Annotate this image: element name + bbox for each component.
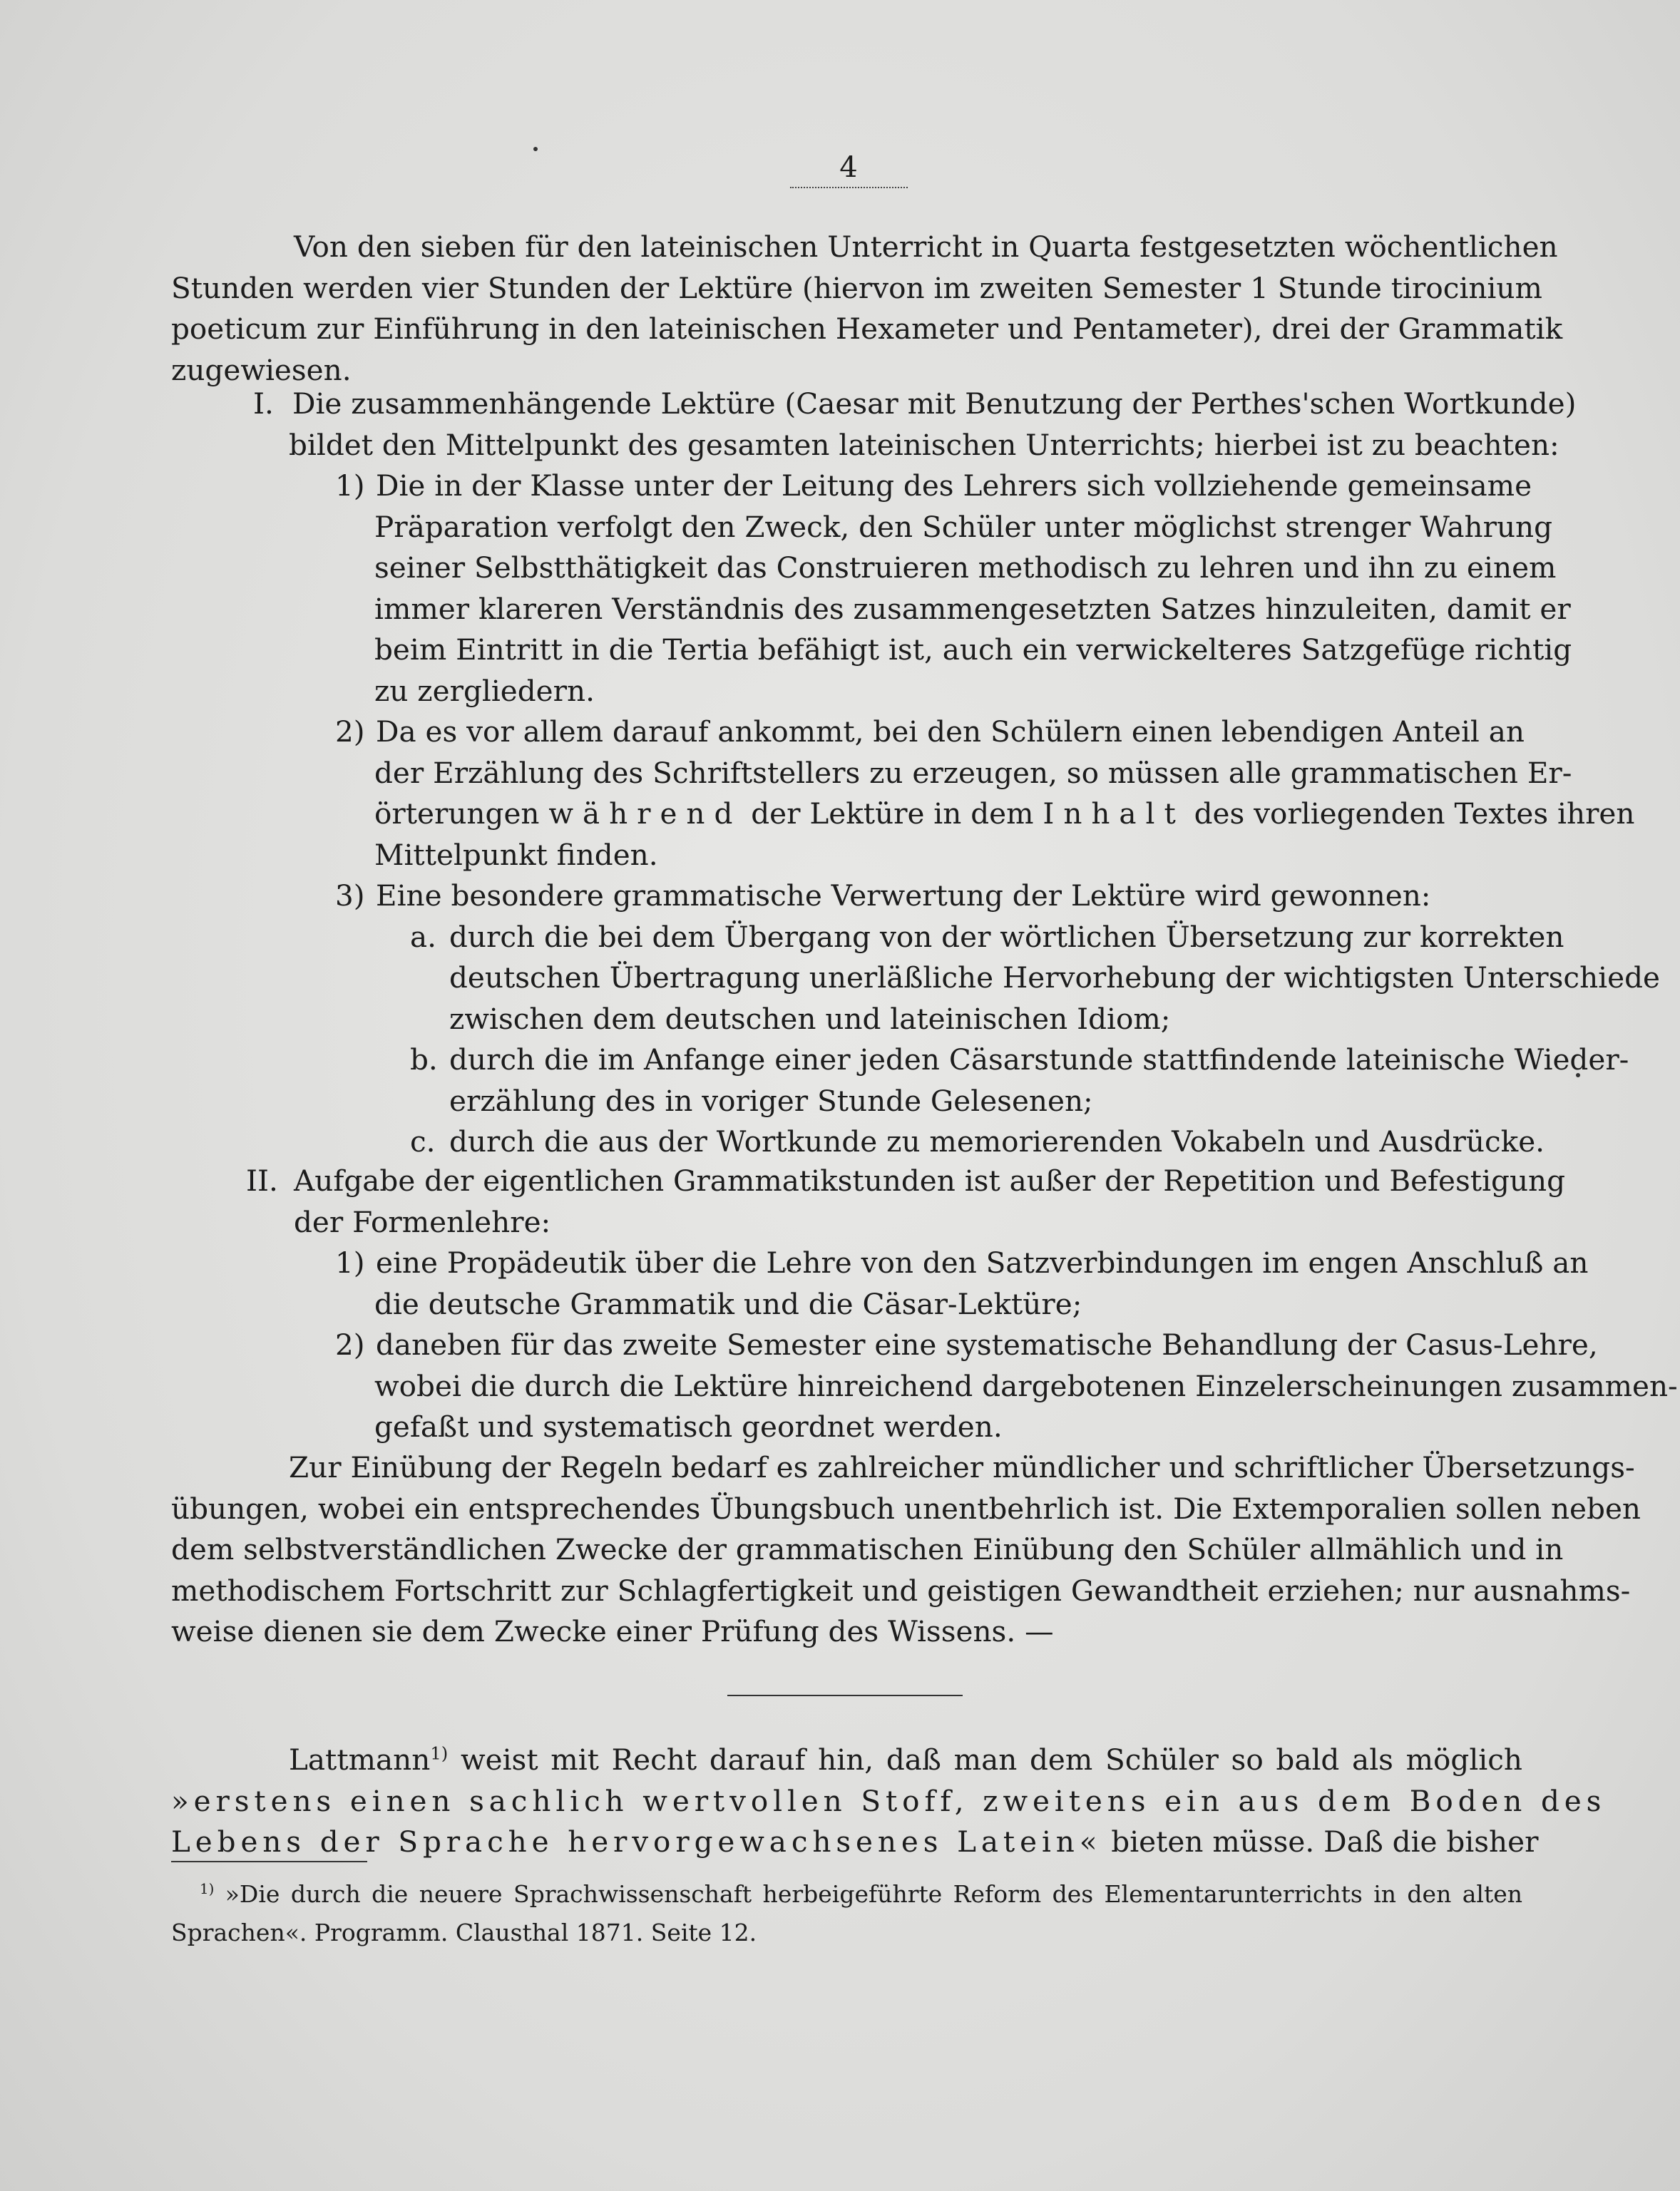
text-line: der Formenlehre: xyxy=(294,1204,551,1239)
sub-item-label: c. xyxy=(410,1124,436,1159)
section-label: II. xyxy=(246,1164,278,1198)
lattmann-paragraph xyxy=(171,1740,1607,1863)
section-one-line: I. Die zusammenhängende Lektüre (Caesar mit Benutzung der Perthes'schen Wortkunde) xyxy=(171,384,1522,425)
text-line: poeticum zur Einführung in den lateinischen Hexameter und Pentameter), drei der Grammatik xyxy=(171,312,1563,346)
section-two xyxy=(171,1161,1678,1448)
text-line: örterungen während der Lektüre in dem Inhalt des vorliegenden Textes ihren xyxy=(374,796,1635,831)
sub-item-line: c. durch die aus der Wortkunde zu memorierenden Vokabeln und Ausdrücke. xyxy=(171,1122,1522,1163)
sub-item-line: b. durch die im Anfange einer jeden Cäsarstunde stattfindende lateinische Wieder- xyxy=(171,1040,1522,1081)
item-label: 1) xyxy=(335,1246,365,1280)
footnote-marker: 1) xyxy=(200,1881,215,1898)
text-line: methodischem Fortschritt zur Schlagfertigkeit und geistigen Gewandtheit erziehen; nur ausnahms- xyxy=(171,1573,1631,1608)
text-line: der Erzählung des Schriftstellers zu erzeugen, so müssen alle grammatischen Er- xyxy=(374,755,1572,790)
text-line-spaced: »erstens einen sachlich wertvollen Stoff, zweitens ein aus dem Boden des xyxy=(171,1783,1607,1818)
speck xyxy=(533,147,538,151)
text-line: Mittelpunkt finden. xyxy=(374,837,658,872)
emphasis-spaced: Inhalt xyxy=(1043,796,1185,831)
text-line: gefaßt und systematisch geordnet werden. xyxy=(374,1410,1003,1444)
text-line: wobei die durch die Lektüre hinreichend dargebotenen Einzelerscheinungen zusammen- xyxy=(374,1368,1678,1403)
text-line: zwischen dem deutschen und lateinischen Idiom; xyxy=(449,1001,1171,1036)
text-line: deutschen Übertragung unerläßliche Hervorhebung der wichtigsten Unterschiede xyxy=(449,960,1660,995)
section-separator xyxy=(727,1695,963,1696)
footnote-rule xyxy=(171,1861,367,1862)
text-line: seiner Selbstthätigkeit das Construieren methodisch zu lehren und ihn zu einem xyxy=(374,550,1557,585)
list-item-line: 2) daneben für das zweite Semester eine systematische Behandlung der Casus-Lehre, xyxy=(171,1325,1522,1366)
intro-paragraph xyxy=(171,227,1563,391)
list-item-line: 1) Die in der Klasse unter der Leitung des Lehrers sich vollziehende gemeinsame xyxy=(171,466,1522,507)
text-line: Lebens der Sprache hervorgewachsenes Latein« bieten müsse. Daß die bisher xyxy=(171,1825,1539,1859)
item-label: 3) xyxy=(335,878,365,913)
text-line: zugewiesen. xyxy=(171,352,352,387)
emphasis-spaced: Lebens der Sprache hervorgewachsenes Latein« xyxy=(171,1825,1102,1859)
section-label: I. xyxy=(253,386,274,421)
text-line: beim Eintritt in die Tertia befähigt ist, auch ein verwickelteres Satzgefüge richtig xyxy=(374,632,1572,667)
closing-paragraph xyxy=(171,1447,1641,1653)
footnote-line: Sprachen«. Programm. Clausthal 1871. Seite 12. xyxy=(171,1919,757,1946)
list-item-line: 1) eine Propädeutik über die Lehre von den Satzverbindungen im engen Anschluß an xyxy=(171,1243,1522,1284)
sub-item-line: a. durch die bei dem Übergang von der wörtlichen Übersetzung zur korrekten xyxy=(171,917,1522,958)
text-line: Präparation verfolgt den Zweck, den Schüler unter möglichst strenger Wahrung xyxy=(374,509,1553,544)
text-line: erzählung des in voriger Stunde Gelesenen; xyxy=(449,1083,1093,1118)
sub-item-label: b. xyxy=(410,1042,438,1077)
section-one xyxy=(171,384,1660,1163)
list-item-line: 2) Da es vor allem darauf ankommt, bei den Schülern einen lebendigen Anteil an xyxy=(171,712,1522,753)
text-line: Stunden werden vier Stunden der Lektüre (hiervon im zweiten Semester 1 Stunde tirocinium xyxy=(171,270,1542,305)
text-line: die deutsche Grammatik und die Cäsar-Lektüre; xyxy=(374,1286,1082,1321)
text-line: immer klareren Verständnis des zusammengesetzten Satzes hinzuleiten, damit er xyxy=(374,591,1571,626)
emphasis-spaced: während xyxy=(548,796,742,831)
list-item-line: 3) Eine besondere grammatische Verwertung der Lektüre wird gewonnen: xyxy=(171,876,1522,917)
item-label: 1) xyxy=(335,468,365,503)
page-number: 4 xyxy=(839,151,858,184)
footnote-ref: 1) xyxy=(430,1743,449,1764)
item-label: 2) xyxy=(335,1328,365,1362)
section-two-line: II. Aufgabe der eigentlichen Grammatikstunden ist außer der Repetition und Befestigung xyxy=(171,1161,1522,1202)
item-label: 2) xyxy=(335,714,365,749)
text-line: übungen, wobei ein entsprechendes Übungsbuch unentbehrlich ist. Die Extemporalien sollen neben xyxy=(171,1491,1641,1526)
page-number-ornament xyxy=(790,187,908,188)
footnote-line: $^{1)}$ »Die durch die neuere Sprachwissenschaft herbeigeführte Reform des Elementarunterrichts in den alten xyxy=(200,1880,1523,1908)
text-line: dem selbstverständlichen Zwecke der grammatischen Einübung den Schüler allmählich und in xyxy=(171,1532,1564,1566)
text-line: Von den sieben für den lateinischen Unterricht in Quarta festgesetzten wöchentlichen xyxy=(294,230,1558,264)
text-line: Zur Einübung der Regeln bedarf es zahlreicher mündlicher und schriftlicher Übersetzungs- xyxy=(289,1450,1635,1484)
text-line: zu zergliedern. xyxy=(374,673,595,708)
text-line: Lattmann$^{1)}$ weist mit Recht darauf hin, daß man dem Schüler so bald als möglich xyxy=(289,1743,1523,1777)
sub-item-label: a. xyxy=(410,919,437,954)
text-line: weise dienen sie dem Zwecke einer Prüfung des Wissens. — xyxy=(171,1614,1054,1648)
text-line: bildet den Mittelpunkt des gesamten lateinischen Unterrichts; hierbei ist zu beachten: xyxy=(289,427,1559,462)
footnote xyxy=(171,1875,1522,1952)
